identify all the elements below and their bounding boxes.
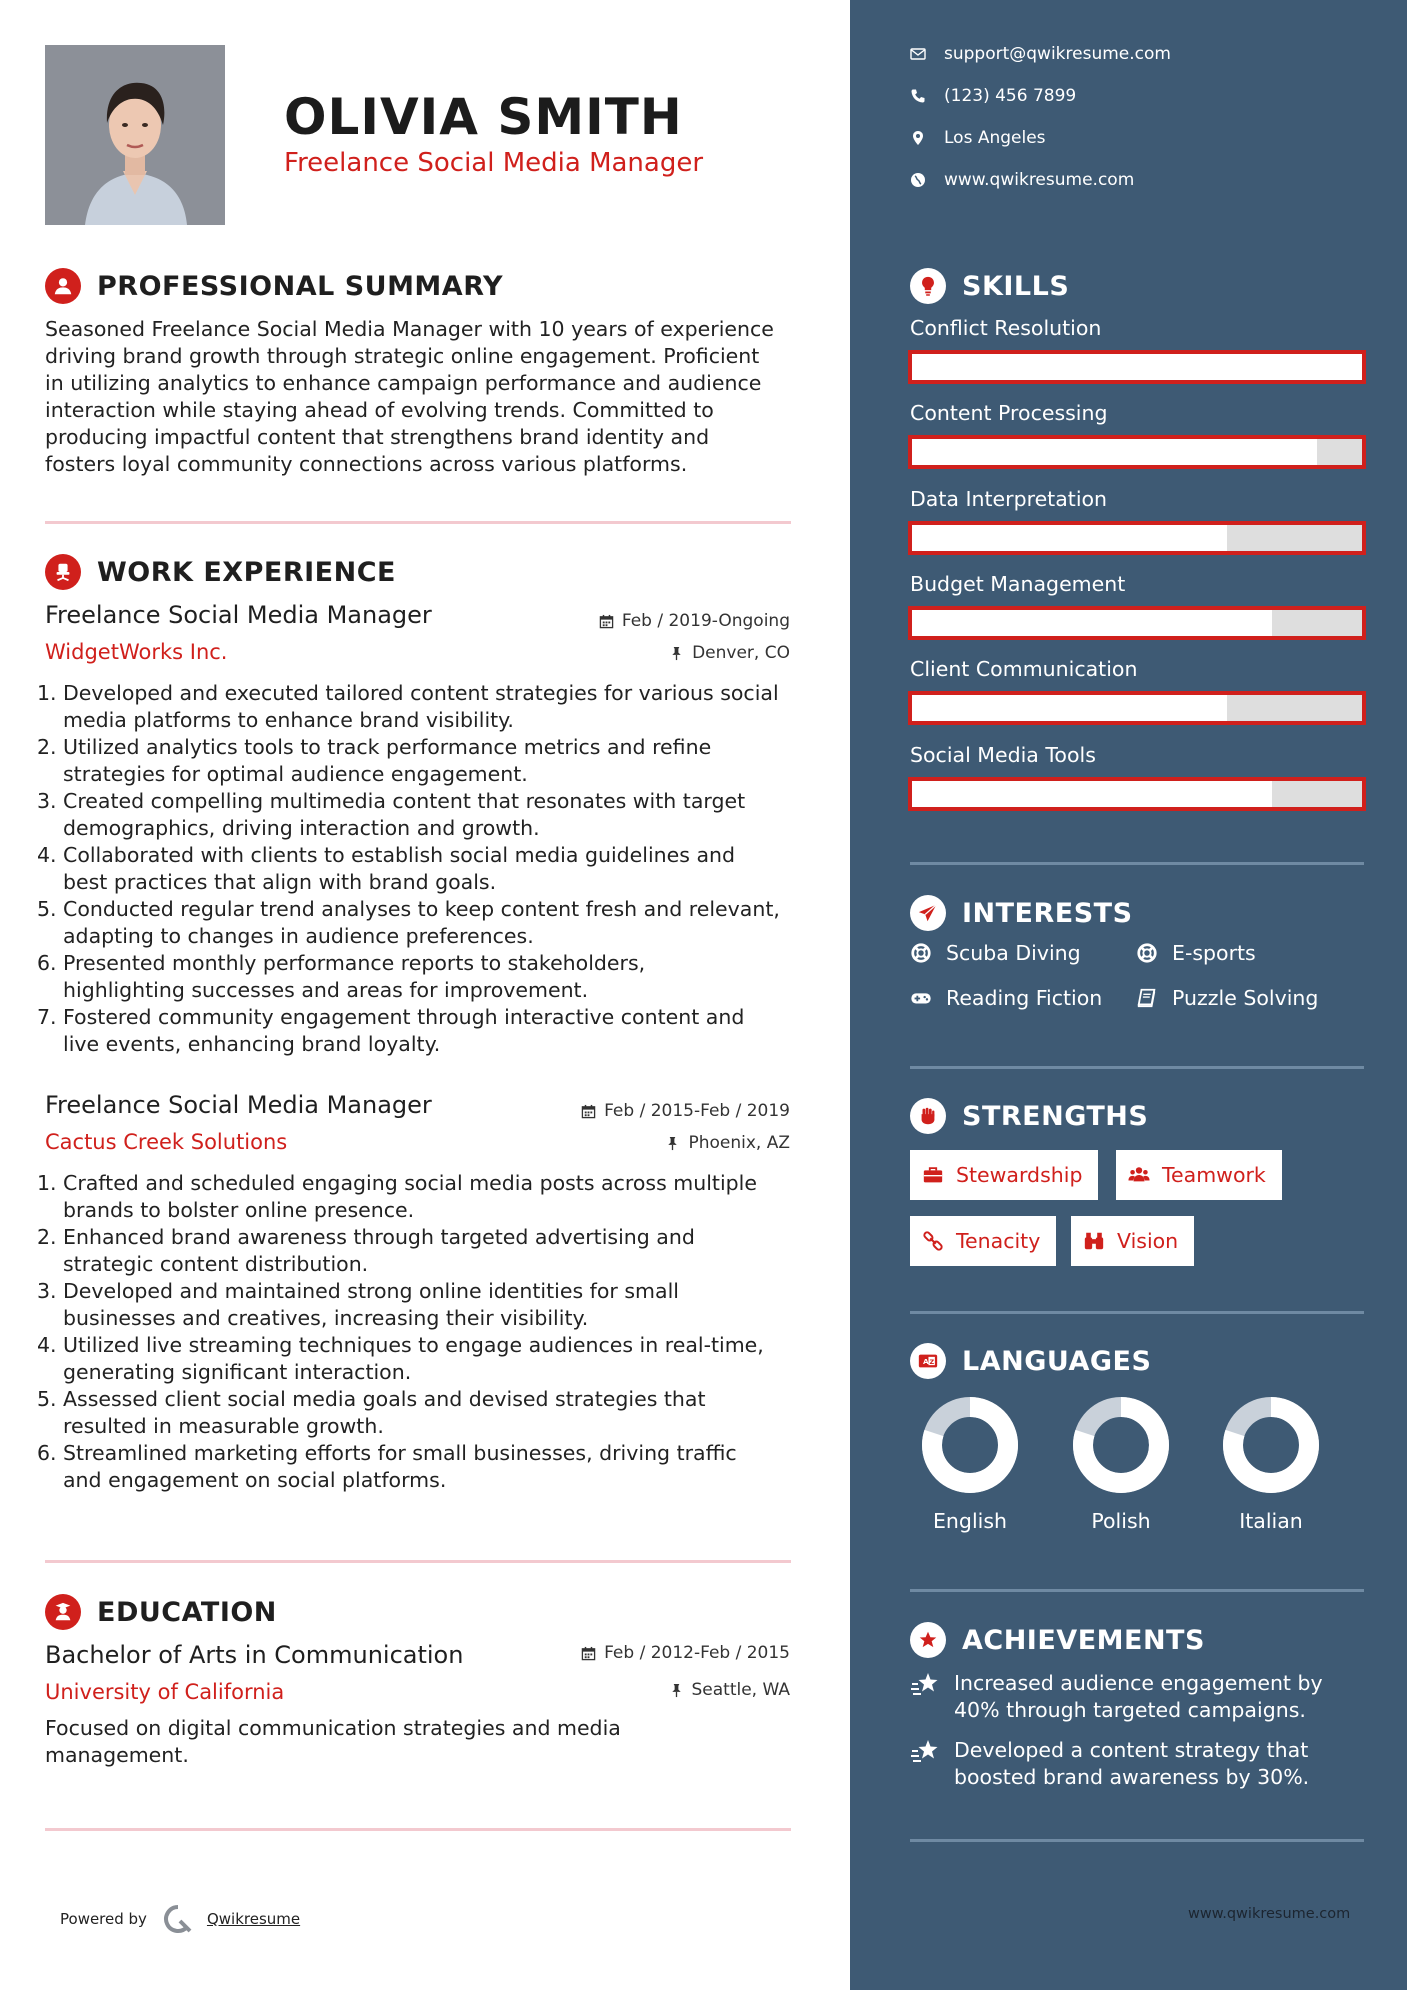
- list-item: Conducted regular trend analyses to keep content fresh and relevant, adapting to changes in audience preferences.: [63, 897, 780, 948]
- section-divider: [45, 1828, 791, 1831]
- section-divider: [910, 1839, 1364, 1842]
- strength-tag: [1116, 1150, 1282, 1200]
- contact-location: [910, 128, 1046, 148]
- strengths-heading: [910, 1098, 1148, 1134]
- skills-title: SKILLS: [962, 270, 1070, 302]
- summary-text: [45, 316, 795, 478]
- education-location: [669, 1680, 791, 1700]
- map-marker-icon: [910, 130, 926, 146]
- interest-item: [1136, 986, 1318, 1010]
- skill-fill: [912, 610, 1272, 636]
- strength-label: Tenacity: [956, 1229, 1041, 1253]
- list-item: Developed and executed tailored content strategies for various social media platforms to enhance brand visibility.: [63, 681, 779, 732]
- education-description: [45, 1715, 795, 1769]
- skill-label: Data Interpretation: [910, 487, 1108, 511]
- website-text[interactable]: www.qwikresume.com: [944, 170, 1135, 190]
- strength-label: Teamwork: [1162, 1163, 1266, 1187]
- gamepad-icon: [910, 987, 932, 1009]
- chair-icon: [45, 554, 81, 590]
- achievement-line: 40% through targeted campaigns.: [954, 1698, 1306, 1722]
- skill-fill: [912, 695, 1227, 721]
- calendar-icon: [599, 614, 614, 629]
- summary-line: fosters loyal community connections across various platforms.: [45, 452, 688, 476]
- fist-icon: [910, 1098, 946, 1134]
- language-ring: [1071, 1395, 1171, 1495]
- achievement-item: [910, 1670, 1350, 1724]
- job-location-text: Denver, CO: [692, 643, 790, 663]
- briefcase-icon: [922, 1164, 944, 1186]
- strength-label: Vision: [1117, 1229, 1179, 1253]
- language-item: [920, 1395, 1020, 1533]
- summary-line: Seasoned Freelance Social Media Manager with 10 years of experience: [45, 317, 774, 341]
- powered-by: [60, 1904, 300, 1934]
- company-name: Cactus Creek Solutions: [45, 1130, 288, 1154]
- skill-bar: [908, 350, 1366, 384]
- company-name: WidgetWorks Inc.: [45, 640, 228, 664]
- shooting-star-icon: [910, 1672, 940, 1698]
- pin-icon: [669, 1683, 684, 1698]
- profile-photo: [45, 45, 225, 225]
- interest-item: [910, 941, 1081, 965]
- summary-line: producing impactful content that strengthens brand identity and: [45, 425, 710, 449]
- interest-label: Puzzle Solving: [1172, 986, 1319, 1010]
- skills-heading: [910, 268, 1069, 304]
- section-divider: [910, 1311, 1364, 1314]
- summary-title: PROFESSIONAL SUMMARY: [97, 270, 504, 302]
- contact-phone: [910, 86, 1076, 106]
- interests-title: INTERESTS: [962, 897, 1133, 929]
- calendar-icon: [581, 1646, 596, 1661]
- strengths-title: STRENGTHS: [962, 1100, 1149, 1132]
- education-title: EDUCATION: [97, 1596, 277, 1628]
- paper-plane-icon: [910, 895, 946, 931]
- interest-item: [1136, 941, 1256, 965]
- languages-heading: [910, 1343, 1151, 1379]
- list-item: Enhanced brand awareness through targeted advertising and strategic content distribution.: [63, 1225, 695, 1276]
- skill-fill: [912, 439, 1317, 465]
- language-label: English: [932, 1509, 1008, 1533]
- interest-item: [910, 986, 1102, 1010]
- list-item: Collaborated with clients to establish social media guidelines and best practices that align with brand goals.: [63, 843, 736, 894]
- job-dates-text: Feb / 2015-Feb / 2019: [604, 1101, 790, 1121]
- strength-tag: [910, 1216, 1056, 1266]
- strength-label: Stewardship: [956, 1163, 1083, 1187]
- location-text: Los Angeles: [944, 128, 1046, 148]
- lightbulb-icon: [910, 268, 946, 304]
- svg-text:Z: Z: [929, 1357, 935, 1366]
- strength-tag: [910, 1150, 1098, 1200]
- list-item: Presented monthly performance reports to stakeholders, highlighting successes and areas for improvement.: [63, 951, 646, 1002]
- language-ring: [920, 1395, 1020, 1495]
- skill-bar: [908, 777, 1366, 811]
- powered-by-label: Powered by: [60, 1910, 147, 1928]
- list-item: Crafted and scheduled engaging social media posts across multiple brands to bolster online presence.: [63, 1171, 757, 1222]
- translate-icon: [910, 1343, 946, 1379]
- summary-line: driving brand growth through strategic online engagement. Proficient: [45, 344, 760, 368]
- language-label: Polish: [1091, 1509, 1151, 1533]
- envelope-icon: [910, 46, 926, 62]
- email-text[interactable]: support@qwikresume.com: [944, 44, 1171, 64]
- section-divider: [910, 1066, 1364, 1069]
- interest-label: Scuba Diving: [946, 941, 1081, 965]
- interest-label: E-sports: [1172, 941, 1256, 965]
- list-item: Fostered community engagement through interactive content and live events, enhancing brand loyalty.: [63, 1005, 745, 1056]
- sidebar: [850, 0, 1407, 1990]
- school-name: University of California: [45, 1680, 285, 1704]
- skill-bar: [908, 691, 1366, 725]
- education-location-text: Seattle, WA: [691, 1680, 790, 1700]
- avatar: [45, 45, 225, 225]
- summary-heading: [45, 268, 503, 304]
- skill-bar: [908, 606, 1366, 640]
- education-line: management.: [45, 1743, 189, 1767]
- list-item: Developed and maintained strong online identities for small businesses and creatives, increasing their visibility.: [63, 1279, 679, 1330]
- achievement-line: Increased audience engagement by: [954, 1671, 1323, 1695]
- interest-label: Reading Fiction: [946, 986, 1103, 1010]
- education-dates-text: Feb / 2012-Feb / 2015: [604, 1643, 790, 1663]
- skill-label: Conflict Resolution: [910, 316, 1102, 340]
- skill-fill: [912, 354, 1362, 380]
- link-icon: [922, 1230, 944, 1252]
- duty-list: [45, 1170, 805, 1494]
- language-item: [1221, 1395, 1321, 1533]
- education-heading: [45, 1594, 277, 1630]
- job-title: Freelance Social Media Manager: [45, 1091, 432, 1119]
- skill-bar: [908, 435, 1366, 469]
- interests-heading: [910, 895, 1133, 931]
- summary-line: interaction while staying ahead of evolving trends. Committed to: [45, 398, 714, 422]
- degree-title: Bachelor of Arts in Communication: [45, 1641, 464, 1669]
- job-title: Freelance Social Media Manager: [45, 601, 432, 629]
- book-icon: [1136, 987, 1158, 1009]
- language-item: [1071, 1395, 1171, 1533]
- achievements-title: ACHIEVEMENTS: [962, 1624, 1205, 1656]
- graduate-icon: [45, 1594, 81, 1630]
- languages-title: LANGUAGES: [962, 1345, 1152, 1377]
- pin-icon: [665, 1136, 680, 1151]
- education-dates: [581, 1643, 790, 1663]
- list-item: Streamlined marketing efforts for small businesses, driving traffic and engagement on social platforms.: [63, 1441, 737, 1492]
- section-divider: [910, 862, 1364, 865]
- skill-fill: [912, 781, 1272, 807]
- duty-list: [45, 680, 805, 1058]
- achievement-line: boosted brand awareness by 30%.: [954, 1765, 1310, 1789]
- skill-bar: [908, 521, 1366, 555]
- language-label: Italian: [1239, 1509, 1303, 1533]
- users-icon: [1128, 1164, 1150, 1186]
- qwikresume-logo-icon: [163, 1904, 193, 1934]
- star-badge-icon: [910, 1622, 946, 1658]
- binoculars-icon: [1083, 1230, 1105, 1252]
- job-dates: [581, 1101, 790, 1121]
- phone-text: (123) 456 7899: [944, 86, 1077, 106]
- experience-title: WORK EXPERIENCE: [97, 556, 396, 588]
- life-ring-icon: [1136, 942, 1158, 964]
- candidate-role: Freelance Social Media Manager: [284, 148, 704, 178]
- job-dates: [599, 611, 790, 631]
- globe-icon: [910, 172, 926, 188]
- job-dates-text: Feb / 2019-Ongoing: [621, 611, 790, 631]
- skill-label: Budget Management: [910, 572, 1126, 596]
- list-item: Created compelling multimedia content that resonates with target demographics, driving interaction and growth.: [63, 789, 746, 840]
- list-item: Utilized live streaming techniques to engage audiences in real-time, generating significant interaction.: [63, 1333, 764, 1384]
- phone-icon: [910, 88, 926, 104]
- contact-email: [910, 44, 1171, 64]
- section-divider: [45, 521, 791, 524]
- contact-website: [910, 170, 1134, 190]
- qwikresume-link[interactable]: Qwikresume: [206, 1910, 301, 1928]
- experience-heading: [45, 554, 396, 590]
- user-icon: [45, 268, 81, 304]
- job-location: [669, 643, 790, 663]
- section-divider: [910, 1589, 1364, 1592]
- pin-icon: [669, 646, 684, 661]
- candidate-name: OLIVIA SMITH: [284, 88, 683, 146]
- language-ring: [1221, 1395, 1321, 1495]
- calendar-icon: [581, 1104, 596, 1119]
- achievement-item: [910, 1737, 1350, 1791]
- section-divider: [45, 1560, 791, 1563]
- skill-fill: [912, 525, 1227, 551]
- shooting-star-icon: [910, 1739, 940, 1765]
- footer-site[interactable]: www.qwikresume.com: [1188, 1906, 1351, 1922]
- skill-label: Content Processing: [910, 401, 1108, 425]
- list-item: Utilized analytics tools to track performance metrics and refine strategies for optimal audience engagement.: [63, 735, 712, 786]
- life-ring-icon: [910, 942, 932, 964]
- job-location: [665, 1133, 790, 1153]
- svg-text:A: A: [922, 1357, 929, 1367]
- achievement-line: Developed a content strategy that: [954, 1738, 1309, 1762]
- list-item: Assessed client social media goals and devised strategies that resulted in measurable growth.: [63, 1387, 706, 1438]
- achievements-heading: [910, 1622, 1205, 1658]
- skill-label: Social Media Tools: [910, 743, 1096, 767]
- summary-line: in utilizing analytics to enhance campaign performance and audience: [45, 371, 762, 395]
- education-line: Focused on digital communication strategies and media: [45, 1716, 621, 1740]
- job-location-text: Phoenix, AZ: [688, 1133, 790, 1153]
- strength-tag: [1071, 1216, 1194, 1266]
- skill-label: Client Communication: [910, 657, 1138, 681]
